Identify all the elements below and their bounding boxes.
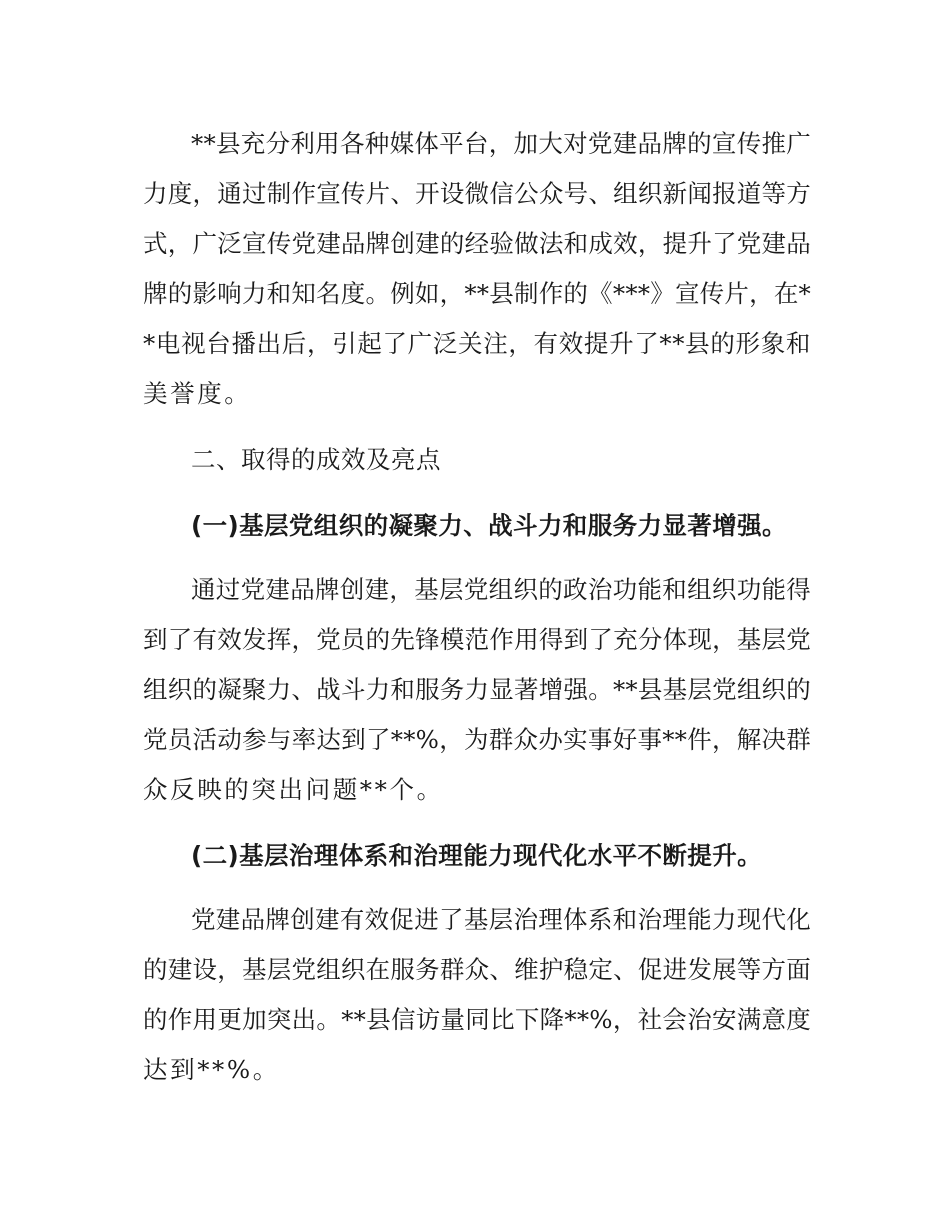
- subsection-2-heading: (二)基层治理体系和治理能力现代化水平不断提升。: [191, 841, 762, 870]
- paragraph-2-line-4: 党员活动参与率达到了**%，为群众办实事好事**件，解决群: [143, 725, 811, 754]
- paragraph-2-line-5: 众反映的突出问题**个。: [143, 775, 444, 804]
- paragraph-3-line-3: 的作用更加突出。**县信访量同比下降**%，社会治安满意度: [143, 1005, 811, 1034]
- paragraph-2-line-3: 组织的凝聚力、战斗力和服务力显著增强。**县基层党组织的: [143, 675, 811, 704]
- paragraph-3-line-1: 党建品牌创建有效促进了基层治理体系和治理能力现代化: [191, 905, 811, 934]
- paragraph-2-line-2: 到了有效发挥，党员的先锋模范作用得到了充分体现，基层党: [143, 625, 811, 654]
- paragraph-2-line-1: 通过党建品牌创建，基层党组织的政治功能和组织功能得: [191, 575, 811, 604]
- subsection-1-heading: (一)基层党组织的凝聚力、战斗力和服务力显著增强。: [191, 511, 787, 540]
- paragraph-1-line-5: *电视台播出后，引起了广泛关注，有效提升了**县的形象和: [143, 329, 811, 358]
- paragraph-1-line-2: 力度，通过制作宣传片、开设微信公众号、组织新闻报道等方: [143, 179, 811, 208]
- paragraph-3-line-4: 达到**%。: [143, 1055, 280, 1084]
- paragraph-1-line-1: **县充分利用各种媒体平台，加大对党建品牌的宣传推广: [191, 129, 811, 158]
- section-heading: 二、取得的成效及亮点: [191, 445, 441, 474]
- paragraph-1-line-6: 美誉度。: [143, 379, 252, 408]
- paragraph-1-line-3: 式，广泛宣传党建品牌创建的经验做法和成效，提升了党建品: [143, 229, 811, 258]
- paragraph-3-line-2: 的建设，基层党组织在服务群众、维护稳定、促进发展等方面: [143, 955, 811, 984]
- paragraph-1-line-4: 牌的影响力和知名度。例如，**县制作的《***》宣传片，在*: [143, 279, 811, 308]
